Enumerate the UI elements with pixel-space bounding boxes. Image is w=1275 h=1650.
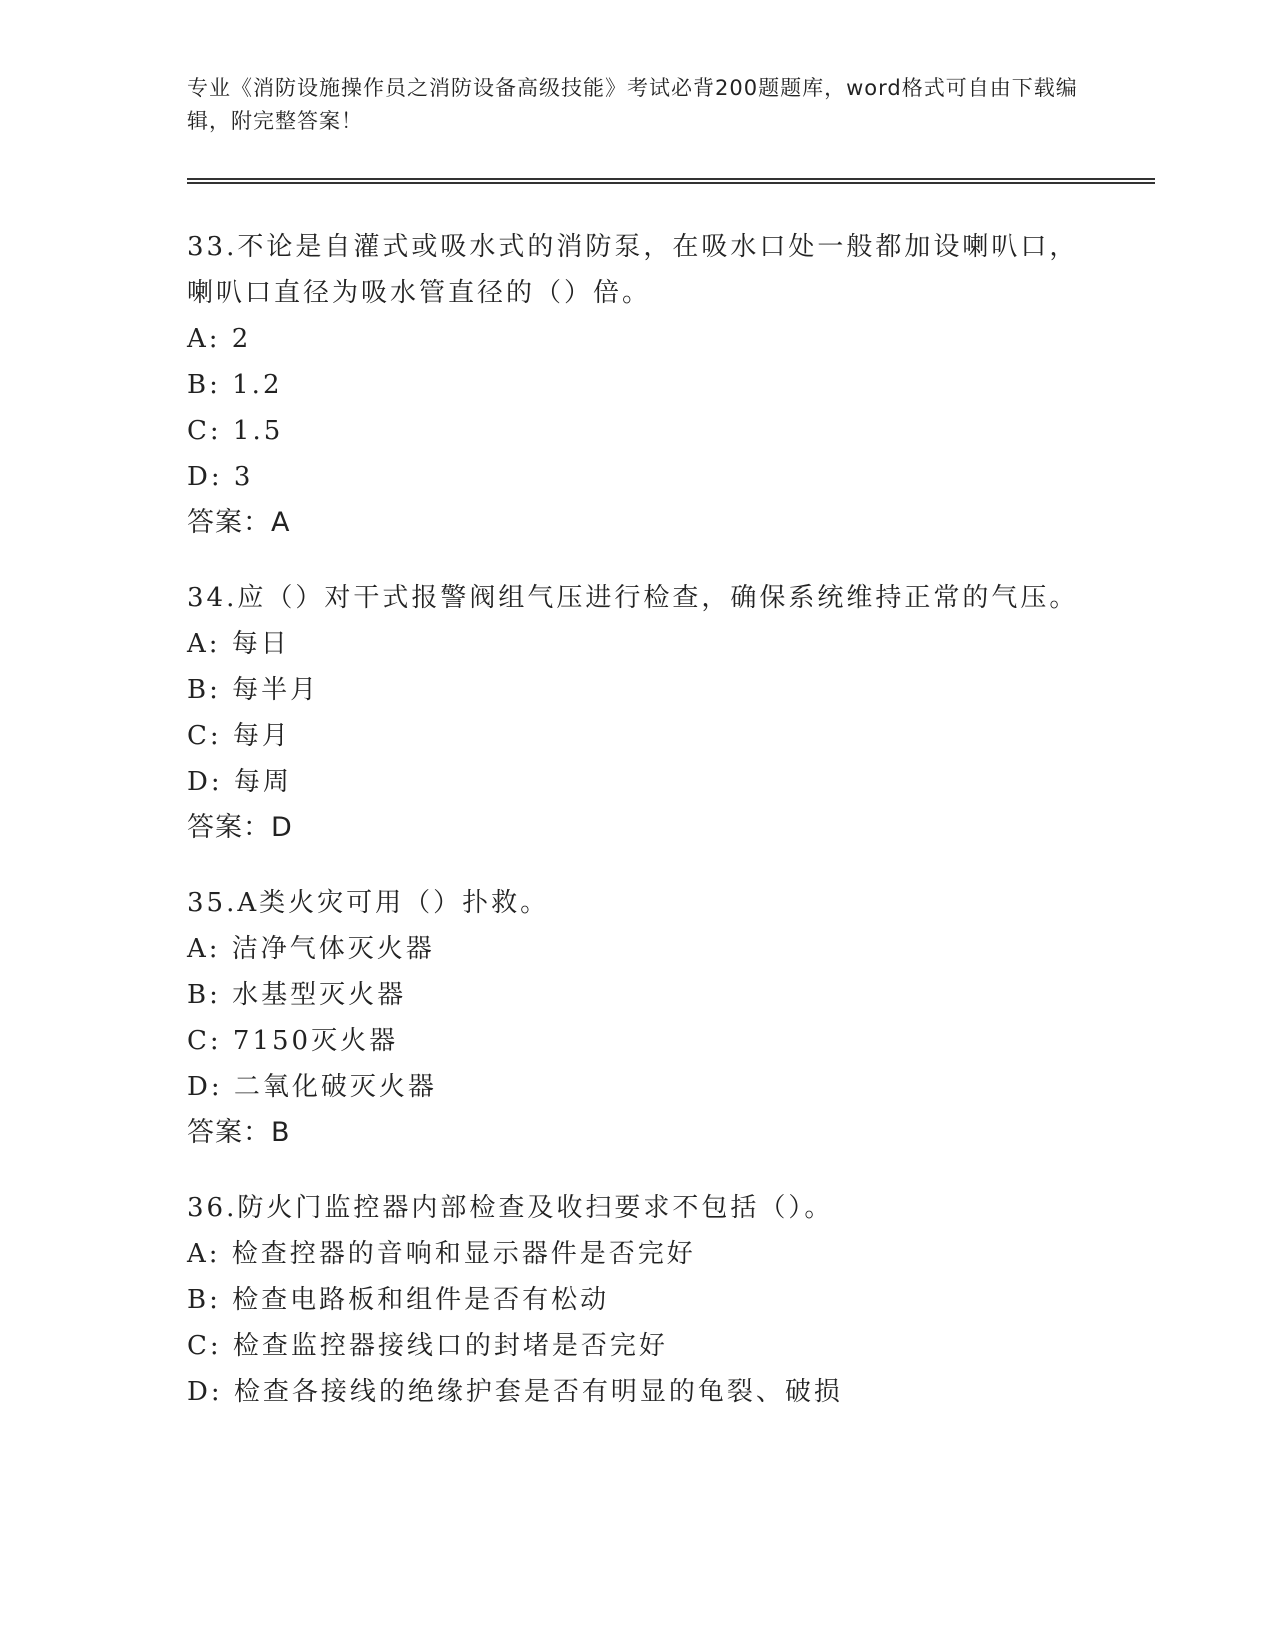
option-d: D: 检查各接线的绝缘护套是否有明显的龟裂、破损 xyxy=(187,1377,843,1407)
option-b: B: 水基型灭火器 xyxy=(187,980,407,1010)
option-a: A: 2 xyxy=(187,324,252,354)
option-b: B: 1.2 xyxy=(187,370,283,400)
option-d: D: 二氧化破灭火器 xyxy=(187,1072,437,1102)
option-d: D: 3 xyxy=(187,462,254,492)
question-text: 35.A类火灾可用（）扑救。 xyxy=(187,888,550,918)
option-c: C: 每月 xyxy=(187,721,291,751)
question-34 xyxy=(187,575,1087,851)
question-33 xyxy=(187,224,1087,546)
option-a: A: 检查控器的音响和显示器件是否完好 xyxy=(187,1239,696,1269)
question-35 xyxy=(187,880,1087,1156)
question-36 xyxy=(187,1185,1087,1415)
option-a: A: 洁净气体灭火器 xyxy=(187,934,435,964)
answer-label: 答案：D xyxy=(187,812,293,843)
option-c: C: 检查监控器接线口的封堵是否完好 xyxy=(187,1331,668,1361)
option-d: D: 每周 xyxy=(187,767,292,797)
header-divider xyxy=(187,178,1155,184)
option-c: C: 1.5 xyxy=(187,416,284,446)
option-b: B: 检查电路板和组件是否有松动 xyxy=(187,1285,610,1315)
option-c: C: 7150灭火器 xyxy=(187,1026,399,1056)
question-text: 36.防火门监控器内部检查及收扫要求不包括（）。 xyxy=(187,1193,834,1223)
option-a: A: 每日 xyxy=(187,629,290,659)
document-header: 专业《消防设施操作员之消防设备高级技能》考试必背200题题库，word格式可自由下载编辑，附完整答案！ xyxy=(187,76,1078,133)
option-b: B: 每半月 xyxy=(187,675,320,705)
question-text: 33.不论是自灌式或吸水式的消防泵，在吸水口处一般都加设喇叭口，喇叭口直径为吸水管直径的（）倍。 xyxy=(187,232,1079,308)
answer-label: 答案：A xyxy=(187,507,291,538)
question-text: 34.应（）对干式报警阀组气压进行检查，确保系统维持正常的气压。 xyxy=(187,583,1079,613)
answer-label: 答案：B xyxy=(187,1117,291,1148)
